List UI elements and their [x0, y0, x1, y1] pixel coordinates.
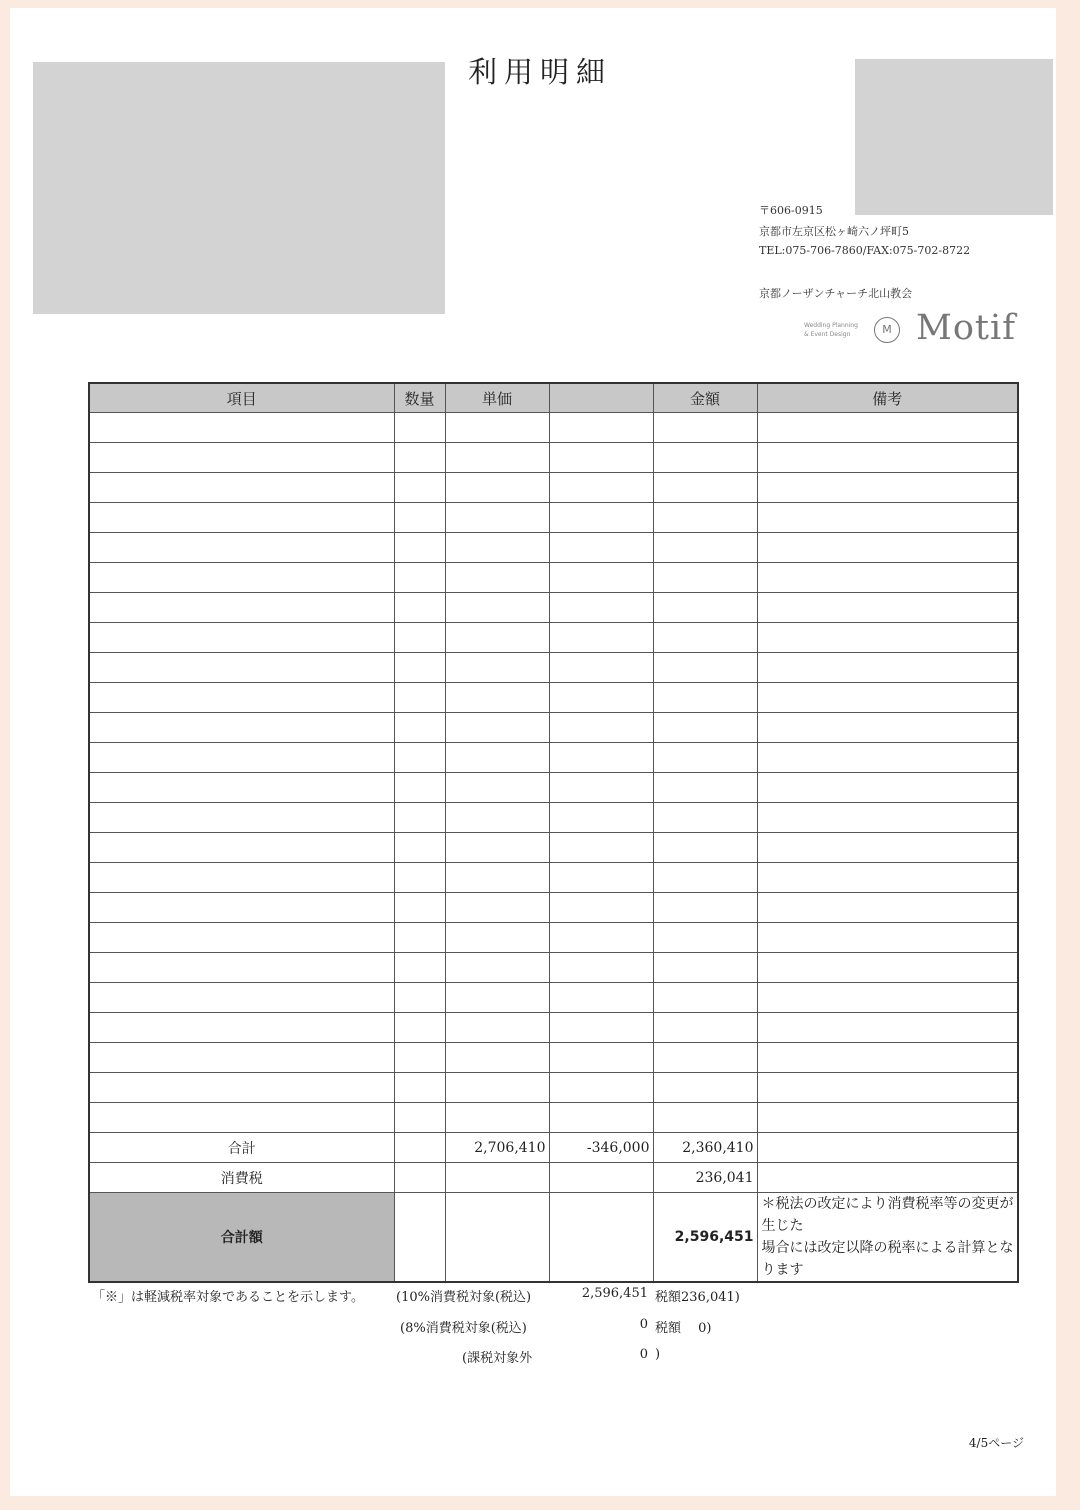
table-cell	[549, 743, 653, 773]
table-cell	[89, 713, 394, 743]
table-cell	[89, 623, 394, 653]
table-cell	[89, 593, 394, 623]
table-cell	[757, 713, 1018, 743]
table-row	[89, 1013, 1018, 1043]
table-cell	[394, 533, 445, 563]
table-cell	[445, 443, 549, 473]
reduced-rate-note: 「※」は軽減税率対象であることを示します。	[92, 1290, 364, 1305]
tax8-label: (8%消費税対象(税込)	[400, 1321, 527, 1336]
table-row	[89, 653, 1018, 683]
table-cell	[653, 623, 757, 653]
table-row	[89, 683, 1018, 713]
table-cell	[757, 443, 1018, 473]
header-blank	[549, 383, 653, 413]
table-cell	[653, 743, 757, 773]
table-cell	[653, 533, 757, 563]
table-cell	[89, 983, 394, 1013]
table-cell	[549, 533, 653, 563]
table-row	[89, 473, 1018, 503]
table-cell	[757, 413, 1018, 443]
table-cell	[757, 893, 1018, 923]
table-cell	[757, 503, 1018, 533]
table-cell	[394, 563, 445, 593]
table-cell	[445, 1013, 549, 1043]
table-cell	[653, 893, 757, 923]
table-row	[89, 413, 1018, 443]
tax-change-note	[757, 1193, 1018, 1283]
table-cell	[653, 773, 757, 803]
table-cell	[89, 803, 394, 833]
tax-row	[89, 1163, 1018, 1193]
table-cell	[89, 683, 394, 713]
table-cell	[757, 1103, 1018, 1133]
header-unit-price: 単価	[445, 383, 549, 413]
table-cell	[89, 923, 394, 953]
subtotal-remarks	[757, 1133, 1018, 1163]
table-cell	[89, 1103, 394, 1133]
table-cell	[549, 803, 653, 833]
table-cell	[549, 683, 653, 713]
table-cell	[89, 413, 394, 443]
table-cell	[653, 923, 757, 953]
table-cell	[445, 623, 549, 653]
table-cell	[394, 863, 445, 893]
table-cell	[653, 473, 757, 503]
table-cell	[445, 1043, 549, 1073]
subtotal-unit-price: 2,706,410	[445, 1133, 549, 1163]
table-cell	[394, 833, 445, 863]
table-cell	[757, 923, 1018, 953]
table-cell	[445, 503, 549, 533]
table-cell	[757, 1013, 1018, 1043]
table-cell	[394, 473, 445, 503]
detail-table	[88, 382, 1019, 1283]
table-cell	[653, 503, 757, 533]
grand-total-row	[89, 1193, 1018, 1283]
table-cell	[394, 773, 445, 803]
table-cell	[445, 773, 549, 803]
table-cell	[549, 833, 653, 863]
table-cell	[549, 953, 653, 983]
table-cell	[445, 473, 549, 503]
table-cell	[653, 953, 757, 983]
table-cell	[394, 1013, 445, 1043]
header-quantity: 数量	[394, 383, 445, 413]
table-cell	[445, 923, 549, 953]
header-item: 項目	[89, 383, 394, 413]
table-cell	[653, 413, 757, 443]
table-cell	[89, 773, 394, 803]
table-cell	[394, 923, 445, 953]
table-cell	[757, 1073, 1018, 1103]
table-cell	[445, 983, 549, 1013]
table-cell	[445, 713, 549, 743]
table-cell	[445, 743, 549, 773]
table-cell	[549, 503, 653, 533]
table-cell	[394, 803, 445, 833]
table-cell	[653, 593, 757, 623]
table-cell	[757, 593, 1018, 623]
table-cell	[445, 593, 549, 623]
table-cell	[549, 983, 653, 1013]
tax8-tax: 税額 0)	[655, 1321, 712, 1336]
table-row	[89, 1103, 1018, 1133]
subtotal-row	[89, 1133, 1018, 1163]
tax-label: 消費税	[89, 1163, 394, 1193]
table-row	[89, 623, 1018, 653]
table-cell	[549, 473, 653, 503]
table-cell	[445, 653, 549, 683]
table-cell	[549, 1043, 653, 1073]
table-cell	[653, 863, 757, 893]
table-cell	[89, 503, 394, 533]
non-taxable-close: )	[655, 1347, 661, 1362]
table-cell	[757, 833, 1018, 863]
table-cell	[757, 623, 1018, 653]
non-taxable-amount: 0	[639, 1347, 648, 1362]
table-cell	[549, 443, 653, 473]
table-cell	[89, 1073, 394, 1103]
table-cell	[394, 1103, 445, 1133]
table-cell	[549, 863, 653, 893]
table-cell	[757, 473, 1018, 503]
grand-unit-price	[445, 1193, 549, 1283]
table-cell	[89, 743, 394, 773]
table-cell	[653, 983, 757, 1013]
subtotal-quantity	[394, 1133, 445, 1163]
table-cell	[394, 953, 445, 983]
grand-discount	[549, 1193, 653, 1283]
table-cell	[445, 893, 549, 923]
logo-mark-icon: M	[874, 317, 900, 343]
table-cell	[89, 473, 394, 503]
table-cell	[89, 1043, 394, 1073]
tax-amount: 236,041	[653, 1163, 757, 1193]
document-page	[10, 8, 1056, 1496]
table-cell	[653, 1043, 757, 1073]
table-cell	[445, 833, 549, 863]
table-cell	[89, 563, 394, 593]
table-row	[89, 923, 1018, 953]
table-cell	[757, 653, 1018, 683]
table-cell	[757, 683, 1018, 713]
table-cell	[549, 563, 653, 593]
page-number: 4/5ページ	[968, 1436, 1024, 1450]
table-cell	[394, 1073, 445, 1103]
table-cell	[445, 683, 549, 713]
tax-discount	[549, 1163, 653, 1193]
subtotal-amount: 2,360,410	[653, 1133, 757, 1163]
table-row	[89, 743, 1018, 773]
table-cell	[549, 923, 653, 953]
logo-subtitle-line1: Wedding Planning	[804, 322, 858, 329]
table-cell	[653, 1013, 757, 1043]
subtotal-discount: -346,000	[549, 1133, 653, 1163]
table-row	[89, 983, 1018, 1013]
table-cell	[757, 1043, 1018, 1073]
table-row	[89, 443, 1018, 473]
table-cell	[757, 983, 1018, 1013]
table-row	[89, 713, 1018, 743]
street-address: 京都市左京区松ヶ崎六ノ坪町5	[759, 225, 909, 238]
tax10-label: (10%消費税対象(税込)	[396, 1290, 532, 1305]
table-cell	[89, 653, 394, 683]
table-cell	[549, 1013, 653, 1043]
table-cell	[549, 623, 653, 653]
table-cell	[653, 713, 757, 743]
table-cell	[549, 593, 653, 623]
table-cell	[394, 653, 445, 683]
table-row	[89, 833, 1018, 863]
table-cell	[549, 773, 653, 803]
table-row	[89, 953, 1018, 983]
table-cell	[445, 953, 549, 983]
logo-subtitle-line2: & Event Design	[804, 331, 851, 338]
table-cell	[394, 623, 445, 653]
table-row	[89, 1073, 1018, 1103]
table-cell	[445, 533, 549, 563]
table-row	[89, 893, 1018, 923]
table-cell	[394, 503, 445, 533]
table-cell	[394, 683, 445, 713]
table-cell	[89, 1013, 394, 1043]
table-cell	[394, 1043, 445, 1073]
table-cell	[394, 713, 445, 743]
table-cell	[394, 893, 445, 923]
table-cell	[653, 443, 757, 473]
table-cell	[757, 743, 1018, 773]
table-cell	[549, 1073, 653, 1103]
table-cell	[89, 953, 394, 983]
grand-quantity	[394, 1193, 445, 1283]
grand-total-label: 合計額	[89, 1193, 394, 1283]
table-cell	[757, 563, 1018, 593]
table-cell	[653, 833, 757, 863]
table-cell	[757, 533, 1018, 563]
postal-code: 〒606-0915	[759, 204, 823, 217]
table-row	[89, 773, 1018, 803]
logo-subtitle	[804, 321, 858, 339]
table-cell	[653, 1073, 757, 1103]
table-cell	[653, 563, 757, 593]
table-row	[89, 503, 1018, 533]
table-cell	[394, 593, 445, 623]
table-row	[89, 863, 1018, 893]
table-row	[89, 533, 1018, 563]
table-cell	[89, 863, 394, 893]
table-cell	[653, 803, 757, 833]
tax10-tax: 税額236,041)	[655, 1290, 740, 1305]
table-cell	[394, 743, 445, 773]
tax-change-note-line2: 場合には改定以降の税率による計算となります	[761, 1240, 1014, 1278]
table-row	[89, 1043, 1018, 1073]
table-cell	[549, 413, 653, 443]
table-cell	[445, 863, 549, 893]
table-cell	[89, 833, 394, 863]
table-cell	[549, 1103, 653, 1133]
table-cell	[89, 533, 394, 563]
image-placeholder-left	[33, 62, 445, 314]
table-cell	[653, 1103, 757, 1133]
table-cell	[653, 683, 757, 713]
tax8-amount: 0	[639, 1317, 648, 1332]
table-cell	[757, 863, 1018, 893]
table-row	[89, 803, 1018, 833]
table-row	[89, 563, 1018, 593]
table-row	[89, 593, 1018, 623]
table-cell	[445, 1103, 549, 1133]
table-cell	[445, 1073, 549, 1103]
tax-unit-price	[445, 1163, 549, 1193]
non-taxable-label: (課税対象外	[462, 1351, 533, 1366]
logo-wordmark: Motif	[916, 308, 1017, 348]
header-amount: 金額	[653, 383, 757, 413]
table-cell	[549, 713, 653, 743]
table-cell	[89, 893, 394, 923]
table-cell	[757, 803, 1018, 833]
table-cell	[445, 803, 549, 833]
tax-change-note-line1: ＊税法の改定により消費税率等の変更が生じた	[761, 1196, 1014, 1234]
table-cell	[394, 413, 445, 443]
subtotal-label: 合計	[89, 1133, 394, 1163]
header-remarks: 備考	[757, 383, 1018, 413]
grand-total-amount: 2,596,451	[653, 1193, 757, 1283]
tax-remarks	[757, 1163, 1018, 1193]
table-cell	[757, 773, 1018, 803]
table-cell	[445, 413, 549, 443]
table-cell	[394, 983, 445, 1013]
table-cell	[549, 893, 653, 923]
table-cell	[89, 443, 394, 473]
table-cell	[653, 653, 757, 683]
tax-quantity	[394, 1163, 445, 1193]
table-cell	[549, 653, 653, 683]
table-header-row	[89, 383, 1018, 413]
table-cell	[445, 563, 549, 593]
phone-fax: TEL:075-706-7860/FAX:075-702-8722	[759, 244, 971, 257]
page-title: 利用明細	[467, 55, 612, 89]
table-cell	[757, 953, 1018, 983]
table-cell	[394, 443, 445, 473]
tax10-amount: 2,596,451	[581, 1286, 648, 1301]
venue-name: 京都ノーザンチャーチ北山教会	[759, 287, 913, 300]
